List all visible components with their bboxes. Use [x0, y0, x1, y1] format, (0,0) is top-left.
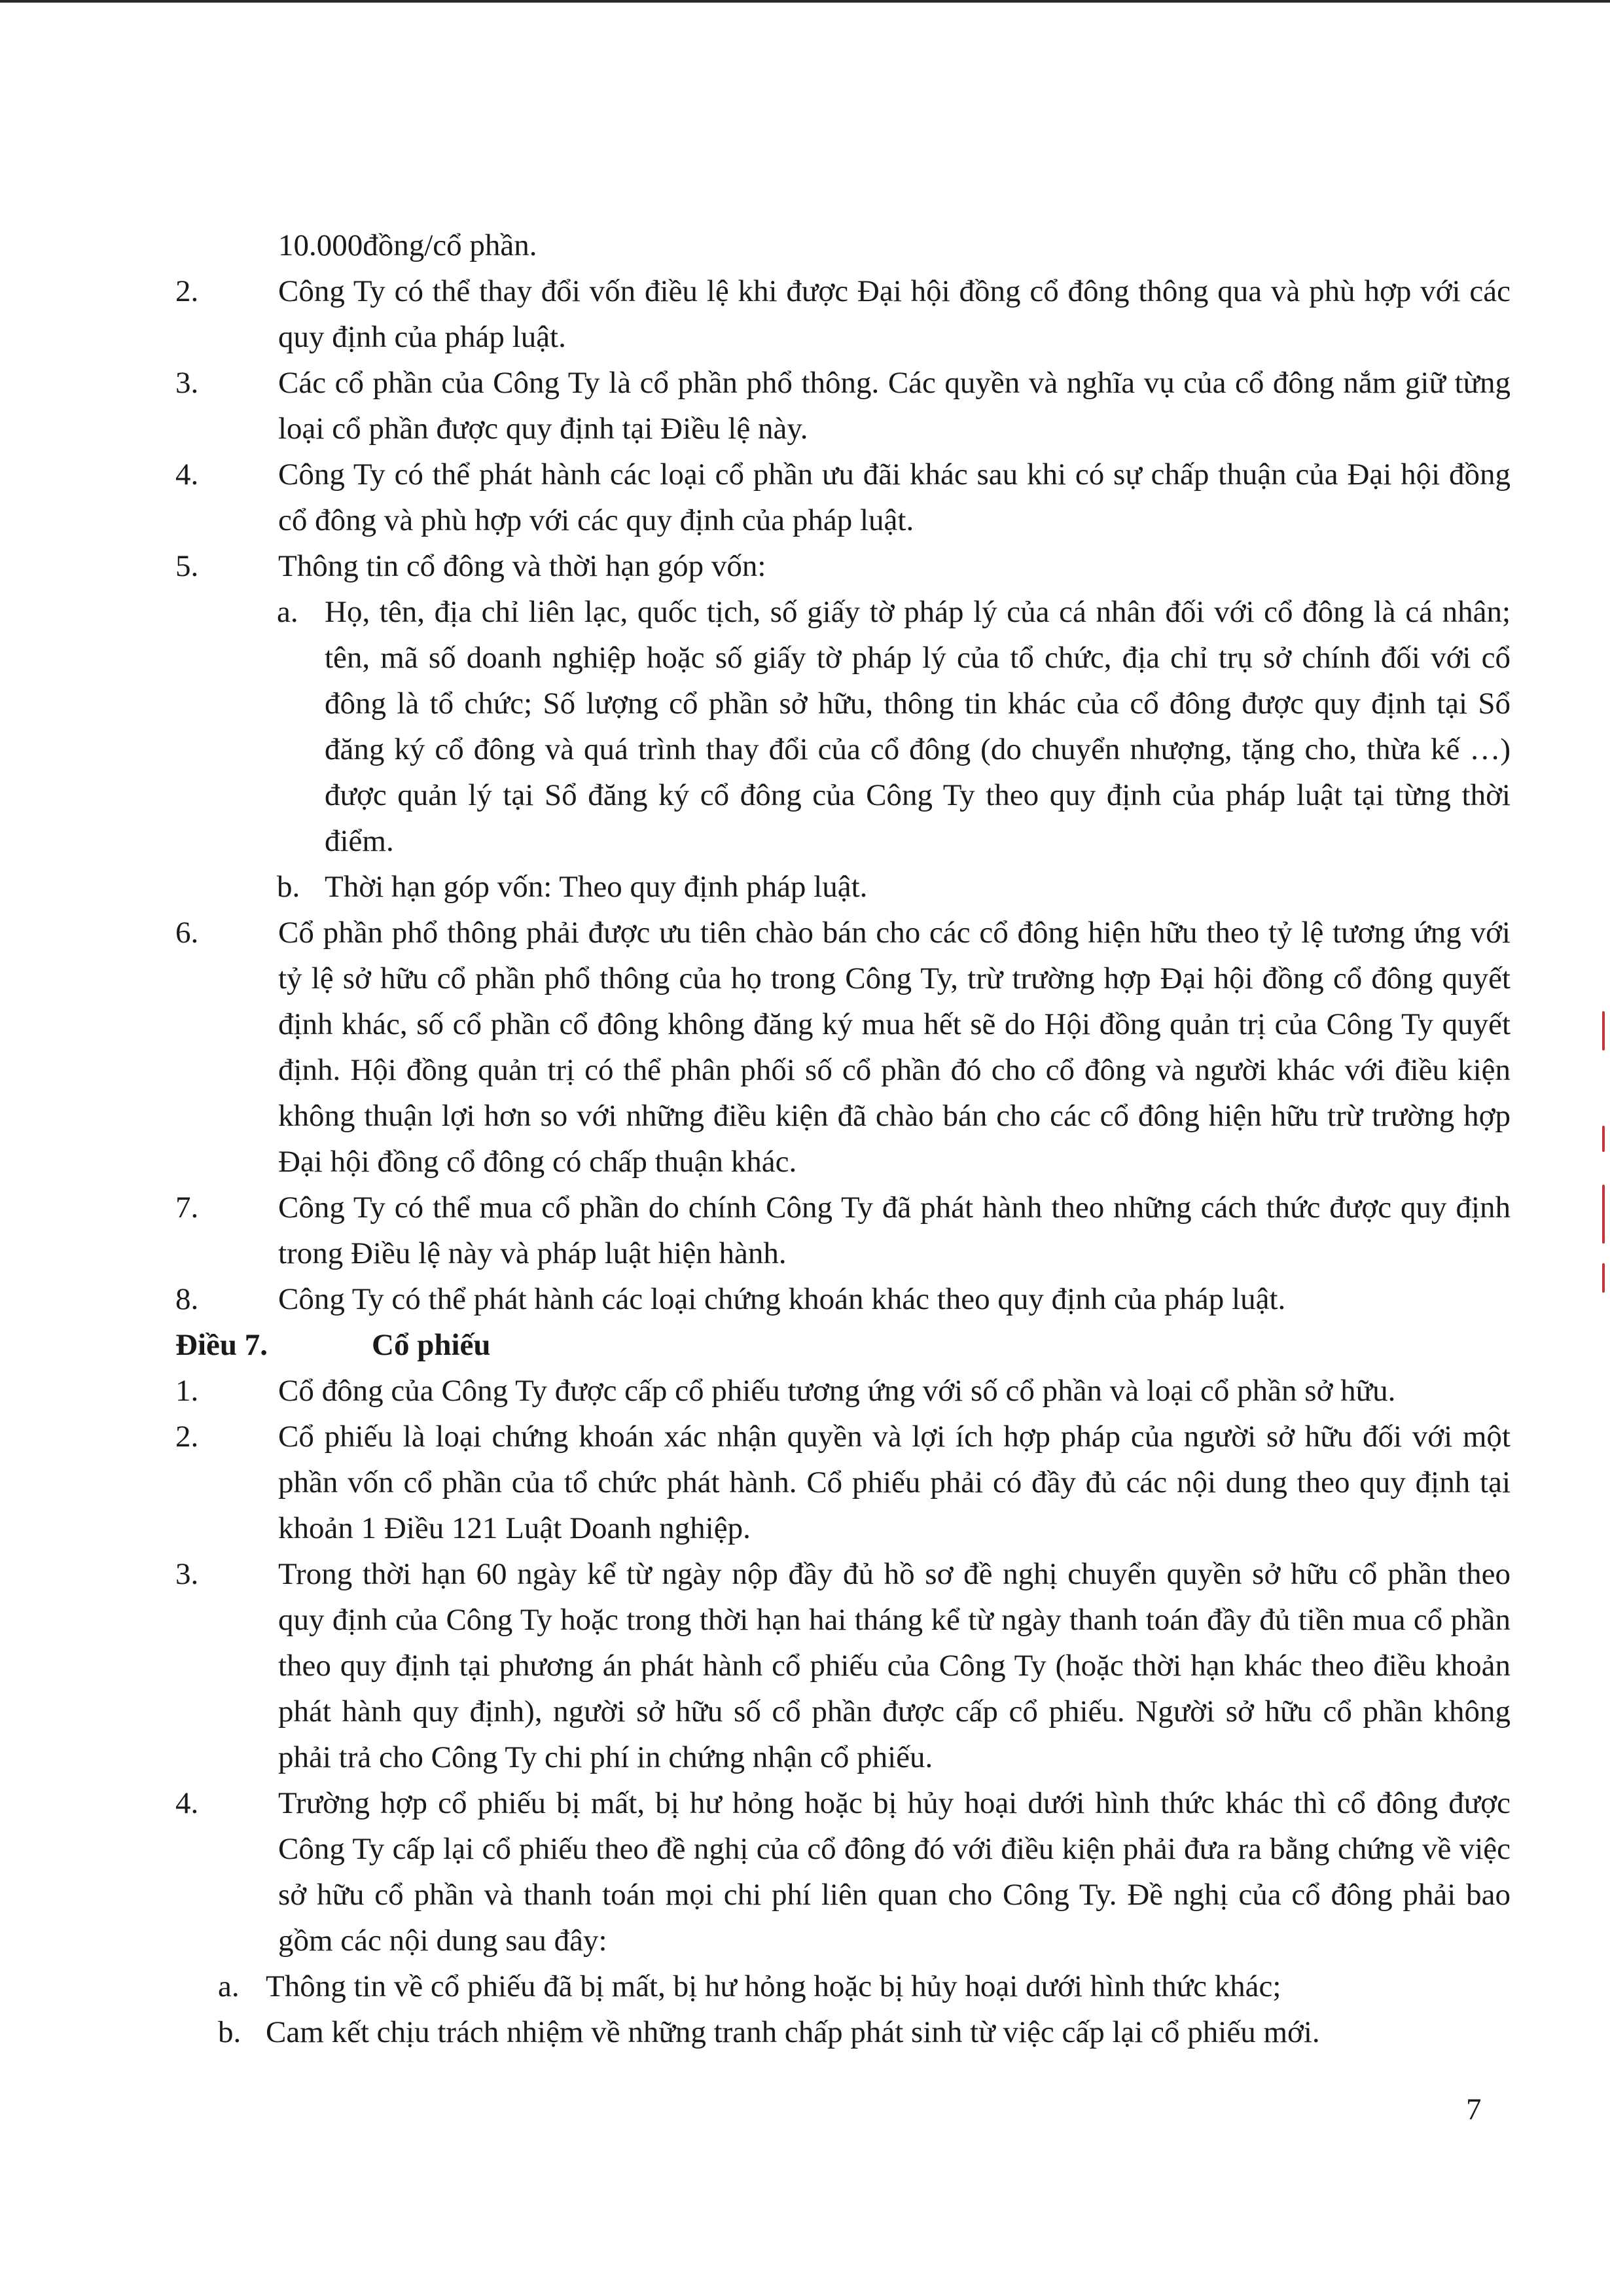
page-number: 7: [1466, 2092, 1482, 2126]
article-clause-1: [175, 1368, 1511, 1414]
article-clause-3: [175, 1551, 1511, 1780]
clause-number: 1.: [175, 1374, 199, 1408]
clause-number: 5.: [175, 549, 199, 583]
clause-8: [175, 1276, 1511, 1322]
clause-number: 6.: [175, 916, 199, 950]
stamp-edge-mark: [1602, 1011, 1605, 1050]
clause-6: [175, 910, 1511, 1185]
clause-text: 10.000đồng/cổ phần.: [278, 228, 537, 262]
clause-number: 2.: [175, 274, 199, 308]
clause-number: 7.: [175, 1191, 199, 1225]
clause-text: Thông tin cổ đông và thời hạn góp vốn:: [278, 549, 766, 583]
article-clause-2: [175, 1414, 1511, 1551]
clause-3: [175, 360, 1511, 452]
clause-text: Trong thời hạn 60 ngày kể từ ngày nộp đầy đủ hồ sơ đề nghị chuyển quyền sở hữu cổ phần theo quy định của Công Ty hoặc trong thời hạn hai tháng kể từ ngày thanh toán đầy đủ tiền mua cổ phần theo quy định tại phương án phát hành cổ phiếu của Công Ty (hoặc thời hạn khác theo điều khoản phát hành quy định), người sở hữu số cổ phần được cấp cổ phiếu. Người sở hữu cổ phần không phải trả cho Công Ty chi phí in chứng nhận cổ phiếu.: [278, 1557, 1511, 1774]
clause-text: Công Ty có thể phát hành các loại cổ phần ưu đãi khác sau khi có sự chấp thuận của Đại hội đồng cổ đông và phù hợp với các quy định của pháp luật.: [278, 457, 1511, 537]
clause-number: 2.: [175, 1420, 199, 1454]
sub-text: Cam kết chịu trách nhiệm về những tranh chấp phát sinh từ việc cấp lại cổ phiếu mới.: [266, 2015, 1320, 2049]
article-heading: [175, 1322, 1511, 1368]
clause-4: [175, 452, 1511, 543]
article-clause-4: [175, 1780, 1511, 1964]
clause-5-sub-b: [175, 864, 1511, 910]
stamp-edge-mark: [1602, 1185, 1605, 1244]
clause-text: Các cổ phần của Công Ty là cổ phần phổ thông. Các quyền và nghĩa vụ của cổ đông nắm giữ từng loại cổ phần được quy định tại Điều lệ này.: [278, 366, 1511, 446]
clause-text: Công Ty có thể mua cổ phần do chính Công Ty đã phát hành theo những cách thức được quy định trong Điều lệ này và pháp luật hiện hành.: [278, 1191, 1511, 1270]
clause-7: [175, 1185, 1511, 1276]
clause-2: [175, 268, 1511, 360]
sub-letter: a.: [277, 595, 298, 629]
clause-text: Trường hợp cổ phiếu bị mất, bị hư hỏng hoặc bị hủy hoại dưới hình thức khác thì cổ đông được Công Ty cấp lại cổ phiếu theo đề nghị của cổ đông đó với điều kiện phải đưa ra bằng chứng về việc sở hữu cổ phần và thanh toán mọi chi phí liên quan cho Công Ty. Đề nghị của cổ đông phải bao gồm các nội dung sau đây:: [278, 1786, 1511, 1958]
sub-text: Họ, tên, địa chỉ liên lạc, quốc tịch, số giấy tờ pháp lý của cá nhân đối với cổ đông là cá nhân; tên, mã số doanh nghiệp hoặc số giấy tờ pháp lý của tổ chức, địa chỉ trụ sở chính đối với cổ đông là tổ chức; Số lượng cổ phần sở hữu, thông tin khác của cổ đông được quy định tại Sổ đăng ký cổ đông và quá trình thay đổi của cổ đông (do chuyển nhượng, tặng cho, thừa kế …) được quản lý tại Sổ đăng ký cổ đông của Công Ty theo quy định của pháp luật tại từng thời điểm.: [325, 595, 1511, 858]
clause-text: Công Ty có thể phát hành các loại chứng khoán khác theo quy định của pháp luật.: [278, 1282, 1286, 1316]
clause-text: Cổ phần phổ thông phải được ưu tiên chào bán cho các cổ đông hiện hữu theo tỷ lệ tương ứng với tỷ lệ sở hữu cổ phần phổ thông của họ trong Công Ty, trừ trường hợp Đại hội đồng cổ đông quyết định khác, số cổ phần cổ đông không đăng ký mua hết sẽ do Hội đồng quản trị của Công Ty quyết định. Hội đồng quản trị có thể phân phối số cổ phần đó cho cổ đông và người khác với điều kiện không thuận lợi hơn so với những điều kiện đã chào bán cho các cổ đông hiện hữu trừ trường hợp Đại hội đồng cổ đông có chấp thuận khác.: [278, 916, 1511, 1179]
article-clause-4-sub-a: [175, 1964, 1511, 2009]
clause-number: 4.: [175, 1786, 199, 1820]
sub-letter: b.: [218, 2015, 241, 2049]
clause-5-sub-a: [175, 589, 1511, 864]
sub-text: Thời hạn góp vốn: Theo quy định pháp luật.: [325, 870, 868, 904]
clause-number: 3.: [175, 366, 199, 400]
clause-number: 8.: [175, 1282, 199, 1316]
sub-letter: b.: [277, 870, 300, 904]
stamp-edge-mark: [1602, 1263, 1605, 1293]
sub-letter: a.: [218, 1969, 240, 2003]
clause-text: Công Ty có thể thay đổi vốn điều lệ khi được Đại hội đồng cổ đông thông qua và phù hợp với các quy định của pháp luật.: [278, 274, 1511, 354]
clause-text: Cổ đông của Công Ty được cấp cổ phiếu tương ứng với số cổ phần và loại cổ phần sở hữu.: [278, 1374, 1396, 1408]
document-body: [175, 223, 1511, 2055]
clause-5: [175, 543, 1511, 589]
scan-edge: [0, 0, 1610, 3]
article-number: Điều 7.: [175, 1328, 268, 1362]
sub-text: Thông tin về cổ phiếu đã bị mất, bị hư hỏng hoặc bị hủy hoại dưới hình thức khác;: [266, 1969, 1281, 2003]
clause-number: 4.: [175, 457, 199, 492]
article-title: Cổ phiếu: [372, 1328, 491, 1362]
stamp-edge-mark: [1602, 1126, 1605, 1152]
clause-number: 3.: [175, 1557, 199, 1591]
clause-text: Cổ phiếu là loại chứng khoán xác nhận quyền và lợi ích hợp pháp của người sở hữu đối với một phần vốn cổ phần của tổ chức phát hành. Cổ phiếu phải có đầy đủ các nội dung theo quy định tại khoản 1 Điều 121 Luật Doanh nghiệp.: [278, 1420, 1511, 1545]
clause-1-continuation: [175, 223, 1511, 268]
article-clause-4-sub-b: [175, 2009, 1511, 2055]
